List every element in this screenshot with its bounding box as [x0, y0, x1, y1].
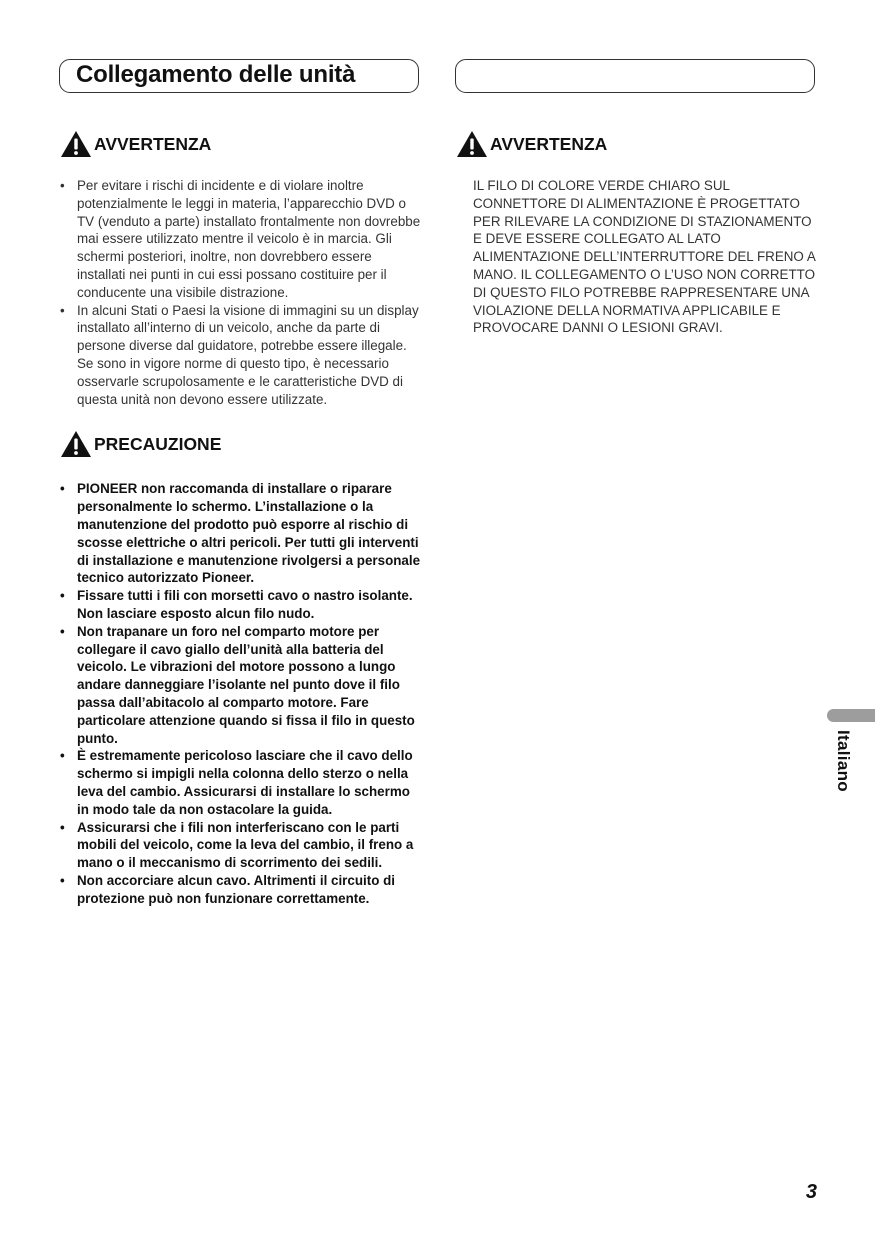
warning-triangle-icon — [456, 130, 488, 158]
warning-triangle-icon — [60, 130, 92, 158]
list-item: • PIONEER non raccomanda di installare o riparare personalmente lo schermo. L’installazione o la manutenzione del prodotto può esporre al rischio di scosse elettriche o altri pericoli. Per tutti gli interventi di installazione e manutenzione rivolgersi a personale tecnico autorizzato Pioneer. — [60, 480, 422, 587]
avvertenza-heading-text: AVVERTENZA — [94, 133, 212, 154]
page-number: 3 — [805, 1181, 817, 1203]
precauzione-list — [60, 480, 422, 907]
page-title: Collegamento delle unità — [76, 61, 356, 88]
list-item: • Fissare tutti i fili con morsetti cavo o nastro isolante. Non lasciare esposto alcun filo nudo. — [60, 587, 422, 623]
precauzione-heading-text: PRECAUZIONE — [94, 433, 222, 454]
header-empty-box — [455, 59, 815, 93]
list-item: • Per evitare i rischi di incidente e di violare inoltre potenzialmente le leggi in materia, l’apparecchio DVD o TV (venduto a parte) installato frontalmente non dovrebbe mai essere utilizzato mentre il veicolo è in marcia. Gli schermi posteriori, inoltre, non dovrebbero essere installati nei punti in cui essi possano costituire per il conducente una visibile distrazione. — [60, 177, 422, 302]
avvertenza-heading-text: AVVERTENZA — [490, 133, 608, 154]
list-item: • È estremamente pericoloso lasciare che il cavo dello schermo si impigli nella colonna dello sterzo o nella leva del cambio. Assicurarsi di installare lo schermo in modo tale da non ostacolare la guida. — [60, 747, 422, 818]
avvertenza-heading-left — [60, 130, 422, 158]
right-column — [456, 130, 818, 337]
left-column — [60, 130, 422, 907]
header-title-box — [59, 59, 419, 93]
warning-triangle-icon — [60, 430, 92, 458]
parking-brake-warning-text: IL FILO DI COLORE VERDE CHIARO SUL CONNETTORE DI ALIMENTAZIONE È PROGETTATO PER RILEVARE LA CONDIZIONE DI STAZIONAMENTO E DEVE ESSERE COLLEGATO AL LATO ALIMENTAZIONE DELL’INTERRUTTORE DEL FRENO A MANO. IL COLLEGAMENTO O L’USO NON CORRETTO DI QUESTO FILO POTREBBE RAPPRESENTARE UNA VIOLAZIONE DELLA NORMATIVA APPLICABILE E PROVOCARE DANNI O LESIONI GRAVI. — [473, 178, 816, 336]
list-item: • Non accorciare alcun cavo. Altrimenti il circuito di protezione può non funzionare correttamente. — [60, 872, 422, 908]
avvertenza-list — [60, 177, 422, 408]
precauzione-heading — [60, 430, 422, 458]
list-item: • Assicurarsi che i fili non interferiscano con le parti mobili del veicolo, come la leva del cambio, il freno a mano o il meccanismo di scorrimento dei sedili. — [60, 819, 422, 872]
avvertenza-heading-right — [456, 130, 818, 158]
list-item: • Non trapanare un foro nel comparto motore per collegare il cavo giallo dell’unità alla batteria del veicolo. Le vibrazioni del motore possono a lungo andare danneggiare l’isolante nel punto dove il filo passa dall’abitacolo al comparto motore. Fare particolare attenzione quando si fissa il filo in questo punto. — [60, 623, 422, 748]
language-tab-label: Italiano — [834, 730, 853, 792]
list-item: • In alcuni Stati o Paesi la visione di immagini su un display installato all’interno di un veicolo, anche da parte di persone diverse dal guidatore, potrebbe essere illegale. Se sono in vigore norme di questo tipo, è necessario osservarle scrupolosamente e le caratteristiche DVD di questa unità non devono essere utilizzate. — [60, 302, 422, 409]
